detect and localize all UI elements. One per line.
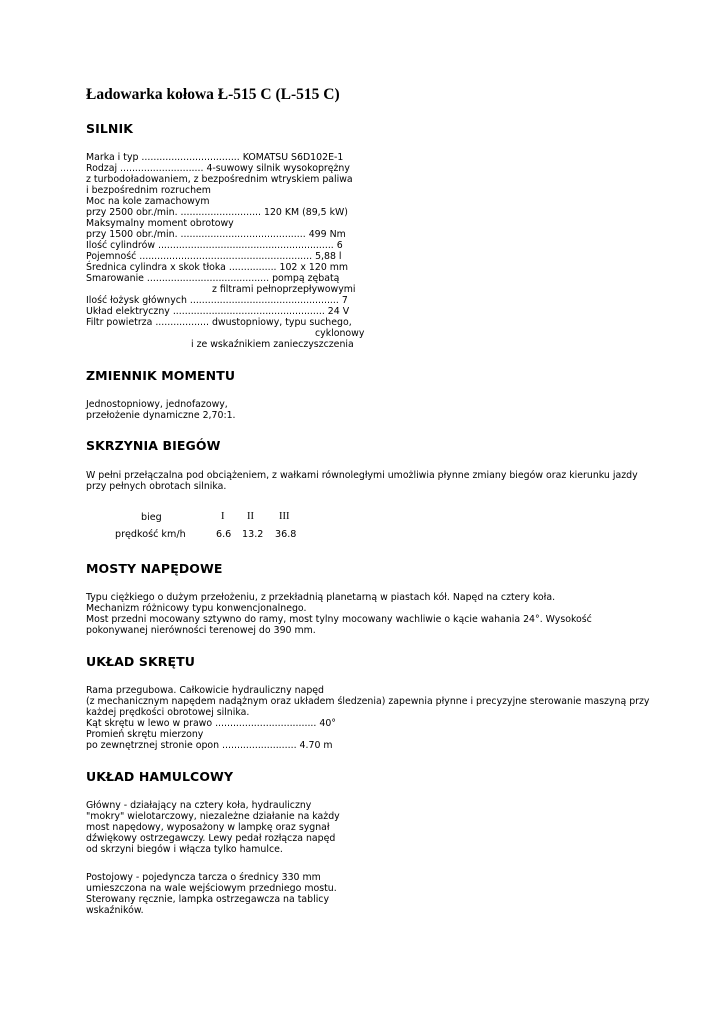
mosty-line: Typu ciężkiego o dużym przełożeniu, z przekładnią planetarną w piastach kół. Napęd na cztery koła. [86, 592, 556, 603]
hamulce-line: most napędowy, wyposażony w lampkę oraz sygnał [86, 822, 330, 833]
skrzynia-line: przy pełnych obrotach silnika. [86, 481, 227, 492]
zmiennik-line: Jednostopniowy, jednofazowy, [86, 399, 228, 410]
silnik-line: Układ elektryczny ................................................... 24 V [86, 306, 350, 317]
skret-line: po zewnętrznej stronie opon ......................... 4.70 m [86, 740, 333, 751]
table-gear-cell: I [221, 511, 225, 522]
hamulce-line: Postojowy - pojedyncza tarcza o średnicy 330 mm [86, 872, 321, 883]
silnik-line: Marka i typ ................................. KOMATSU S6D102E-1 [86, 152, 344, 163]
mosty-line: pokonywanej nierówności terenowej do 390 mm. [86, 625, 316, 636]
silnik-line: Maksymalny moment obrotowy [86, 218, 234, 229]
silnik-line: Moc na kole zamachowym [86, 196, 210, 207]
silnik-line: i ze wskaźnikiem zanieczyszczenia [191, 339, 354, 350]
skret-line: Kąt skrętu w lewo w prawo .................................. 40° [86, 718, 336, 729]
mosty-line: Most przedni mocowany sztywno do ramy, most tylny mocowany wachliwie o kącie wahania 24°. Wysokość [86, 614, 592, 625]
silnik-line: cyklonowy [315, 328, 365, 339]
skret-line: Promień skrętu mierzony [86, 729, 204, 740]
section-heading-mosty: MOSTY NAPĘDOWE [86, 561, 223, 576]
section-heading-zmiennik: ZMIENNIK MOMENTU [86, 368, 236, 383]
section-heading-skret: UKŁAD SKRĘTU [86, 654, 195, 669]
skret-line: każdej prędkości obrotowej silnika. [86, 707, 250, 718]
table-gear-cell: II [247, 511, 254, 522]
silnik-line: i bezpośrednim rozruchem [86, 185, 211, 196]
skrzynia-line: W pełni przełączalna pod obciążeniem, z wałkami równoległymi umożliwia płynne zmiany biegów oraz kierunku jazdy [86, 470, 638, 481]
silnik-line: Średnica cylindra x skok tłoka ................ 102 x 120 mm [86, 262, 349, 273]
section-heading-skrzynia: SKRZYNIA BIEGÓW [86, 438, 221, 453]
silnik-line: Ilość cylindrów ........................................................... 6 [86, 240, 343, 251]
hamulce-line: Sterowany ręcznie, lampka ostrzegawcza na tablicy [86, 894, 330, 905]
table-label-predkosc: prędkość km/h [115, 529, 186, 540]
document-title: Ładowarka kołowa Ł-515 C (L-515 C) [86, 86, 340, 103]
zmiennik-line: przełożenie dynamiczne 2,70:1. [86, 410, 236, 421]
silnik-line: z turbodoładowaniem, z bezpośrednim wtryskiem paliwa [86, 174, 353, 185]
hamulce-line: dźwiękowy ostrzegawczy. Lewy pedał rozłącza napęd [86, 833, 336, 844]
mosty-line: Mechanizm różnicowy typu konwencjonalnego. [86, 603, 307, 614]
silnik-line: Ilość łożysk głównych .................................................. 7 [86, 295, 348, 306]
silnik-line: Smarowanie ......................................... pompą zębatą [86, 273, 340, 284]
table-label-bieg: bieg [141, 512, 162, 523]
silnik-line: Filtr powietrza .................. dwustopniowy, typu suchego, [86, 317, 352, 328]
silnik-line: z filtrami pełnoprzepływowymi [212, 284, 356, 295]
skret-line: Rama przegubowa. Całkowicie hydrauliczny napęd [86, 685, 325, 696]
table-speed-cell: 36.8 [275, 529, 297, 540]
table-gear-cell: III [279, 511, 290, 522]
silnik-line: przy 1500 obr./min. .......................................... 499 Nm [86, 229, 346, 240]
silnik-line: przy 2500 obr./min. ........................... 120 KM (89,5 kW) [86, 207, 348, 218]
table-speed-cell: 13.2 [242, 529, 264, 540]
hamulce-line: od skrzyni biegów i włącza tylko hamulce. [86, 844, 283, 855]
hamulce-line: umieszczona na wale wejściowym przedniego mostu. [86, 883, 337, 894]
silnik-line: Pojemność .......................................................... 5,88 l [86, 251, 342, 262]
hamulce-line: Główny - działający na cztery koła, hydrauliczny [86, 800, 312, 811]
hamulce-line: "mokry" wielotarczowy, niezależne działanie na każdy [86, 811, 340, 822]
silnik-line: Rodzaj ............................ 4-suwowy silnik wysokoprężny [86, 163, 350, 174]
section-heading-hamulce: UKŁAD HAMULCOWY [86, 769, 234, 784]
section-heading-silnik: SILNIK [86, 121, 134, 136]
skret-line: (z mechanicznym napędem nadążnym oraz układem śledzenia) zapewnia płynne i precyzyjne sterowanie maszyną przy [86, 696, 650, 707]
table-speed-cell: 6.6 [216, 529, 232, 540]
hamulce-line: wskaźników. [86, 905, 144, 916]
